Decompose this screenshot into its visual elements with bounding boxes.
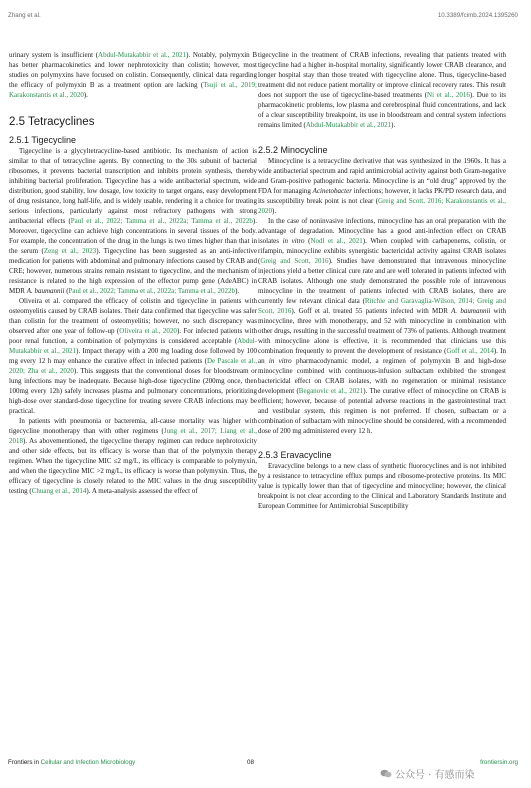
paragraph <box>9 146 257 296</box>
text-run: ). A meta-analysis assessed the effect of <box>86 487 198 495</box>
paragraph <box>258 461 506 511</box>
citation-link[interactable]: Zeng et al., 2023 <box>43 247 97 255</box>
italic-term: in vitro <box>268 357 292 365</box>
running-header-author: Zhang et al. <box>8 12 41 19</box>
watermark-text: 公众号 · 有感而染 <box>395 770 475 781</box>
text-run: ). The curative effect of minocycline on CRAB is efficient; however, because of potential adverse reactions in the gastrointestinal tract and vestibular system, this regimen is not preferred. If chosen, sulbactam or a combination of sulbactam with minocycline should be considered, with a recommended dose of 200 mg administered every 12 h. <box>258 387 506 435</box>
footer-site-link[interactable]: frontiersin.org <box>480 759 518 766</box>
subsection-heading: 2.5.3 Eravacycline <box>258 450 332 460</box>
text-run: infections; however, it lacks PK/PD research data, and its susceptibility break point is not clear ( <box>258 187 507 205</box>
text-run: ). <box>272 207 277 215</box>
citation-link[interactable]: Nodl et al., 2021 <box>310 237 363 245</box>
italic-term: A. baumannii <box>451 307 491 315</box>
text-run: ). For infected patients with poor renal function, a combination of polymyxins is considered acceptable ( <box>9 327 257 345</box>
citation-link[interactable]: Abdul-Mutakabbir et al., 2021 <box>9 337 257 355</box>
right-column <box>258 50 506 511</box>
paragraph <box>258 50 506 130</box>
citation-link[interactable]: Abdul-Mutakabbir et al., 2021 <box>305 121 392 129</box>
subsection-heading: 2.5.1 Tigecycline <box>9 135 77 145</box>
italic-term: A. baumannii <box>26 287 65 295</box>
left-column <box>9 50 257 496</box>
citation-link[interactable]: Goff et al., 2014 <box>446 347 494 355</box>
text-run: urinary system is insufficient ( <box>9 51 99 59</box>
italic-term: Acinetobacter <box>312 187 352 195</box>
wechat-icon <box>380 769 392 778</box>
citation-link[interactable]: Chuang et al., 2014 <box>31 487 87 495</box>
citation-link[interactable]: Beganovic et al., 2021 <box>298 387 364 395</box>
citation-link[interactable]: Jung et al., 2017; Liang et al., 2018 <box>9 427 257 445</box>
text-run: ( <box>64 287 69 295</box>
text-run: Eravacycline belongs to a new class of synthetic fluorocyclines and is not inhibited by a resistance to tetracycline efflux pumps and ribosome-protective proteins. Its MIC value is typically lower than that of tigecycline and minocycline; however, the clinical breakpoint is not clear according to the Clinical and Laboratory Standards Institute and European Committee for Antimicrobial Susceptibility <box>258 462 506 510</box>
text-run: ). In an <box>258 347 506 365</box>
paragraph <box>9 416 257 496</box>
text-run: tigecycline in the treatment of CRAB infections, revealing that patients treated with tigecycline had a higher in-hospital mortality, significantly lower CRAB clearance, and longer hospital stay than those treated with tigecycline alone. Thus, tigecycline-based treatment did not reduce patient mortality or improve clinical recovery rates. This result does not support the use of tigecycline-based treatments ( <box>258 51 506 99</box>
text-run: In patients with pneumonia or bacteremia, all-cause mortality was higher with tigecycline monotherapy than with other regimens ( <box>9 417 257 435</box>
text-run: ). <box>235 287 240 295</box>
text-run: pharmacodynamic model, a regimen of polymyxin B and high-dose minocycline combined with continuous-infusion sulbactam exhibited the strongest bactericidal effect on CRAB isolates, with no regeneration or minimal resistance development ( <box>258 357 506 395</box>
text-run: ). This suggests that the conventional doses for bloodstream or lung infections may be inadequate. Because high-dose tigecycline (200mg once, then 100mg every 12h) safely increases plasma and pulmonary concentrations, prioritizing high-dose over standard-dose tigecycline for treating severe CRAB infections may be practical. <box>9 367 257 415</box>
citation-link[interactable]: Tsuji et al., 2019; Karakonstantis et al., 2020 <box>9 81 257 99</box>
text-run: In the case of noninvasive infections, minocycline has an oral preparation with the advantage of degradation. Minocycline has a good anti-infection effect on CRAB isolates <box>258 217 506 245</box>
citation-link[interactable]: Paul et al., 2022; Tamma et al., 2022a; Tamma et al., 2022b <box>68 287 236 295</box>
citation-link[interactable]: De Pascale et al., 2020; Zha et al., 2020 <box>9 357 257 375</box>
text-run: Minocycline is a tetracycline derivative that was synthesized in the 1960s. It has a wide antibacterial spectrum and rapid antimicrobial activity against both Gram-negative and Gram-positive pathogenic bacteria. Minocycline is an “old drug” approved by the FDA for managing <box>258 157 506 195</box>
section-heading: 2.5 Tetracyclines <box>9 116 95 128</box>
citation-link[interactable]: Ni et al., 2016 <box>427 91 470 99</box>
text-run: ). Tigecycline has been suggested as an anti-infective medication for patients with abdominal and pulmonary infections caused by CRAB and CRE; however, numerous strains remain resistant to tigecycline, and the mechanism of resistance is related to the high expression of the effector pump gene (AdeABC) in MDR <box>9 247 257 295</box>
text-run: with minocycline, three with monotherapy, and 52 with minocycline in combination with other drugs, resulting in the successful treatment of 73% of patients. Although treatment with minocycline alone is effective, it is recommended that clinicians use this combination frequently to prevent the development of resistance ( <box>258 307 506 355</box>
running-header-doi: 10.3389/fcimb.2024.1395260 <box>437 12 518 19</box>
text-run: ). Goff et al. treated 55 patients infected with MDR <box>291 307 452 315</box>
text-run: ). Impact therapy with a 200 mg loading dose followed by 100 mg every 12 h may enhance the curative effect in infected patients ( <box>9 347 257 365</box>
text-run: ). Moreover, tigecycline can achieve high concentrations in several tissues of the body. For example, the concentration of the drug in the lungs is two times higher than that in the serum ( <box>9 217 257 255</box>
text-run: ). <box>391 121 396 129</box>
footer-page-number: 08 <box>247 759 254 766</box>
text-run: Tigecycline is a glycyltetracycline-based antibiotic. Its mechanism of action is similar to that of tetracycline agents. By connecting to the 30s subunit of bacterial ribosomes, it prevents bacterial transcription and inhibits protein synthesis, thereby inhibiting bacterial proliferation. Tigecycline has a wide antibacterial spectrum, wide distribution, good stability, low dosage, low toxicity to target organs, easy development of drug resistance, long half-life, and is widely usable, rendering it a choice for treating serious infections, particularly against most refractory pathogens with strong antibacterial effects ( <box>9 147 257 225</box>
citation-link[interactable]: Oliveira et al., 2020 <box>119 327 177 335</box>
text-run: ). Due to its pharmacokinetic problems, low plasma and cerebrospinal fluid concentrations, and lack of a clear susceptibility breakpoint, its use in bloodstream and central system infections remains limited ( <box>258 91 507 129</box>
text-run: ). <box>83 91 88 99</box>
citation-link[interactable]: Abdul-Mutakabbir et al., 2021 <box>98 51 187 59</box>
subsection-heading: 2.5.2 Minocycline <box>258 145 328 155</box>
text-run: Oliveira et al. compared the efficacy of colistin and tigecycline in patients with osteomyelitis caused by CRAB isolates. Their data confirmed that tigecycline was safer than colistin for the treatment of osteomyelitis; however, no such discrepancy was observed after one year of follow-up ( <box>9 297 257 335</box>
citation-link[interactable]: Greig and Scott, 2016; Karakonstantis et al., 2020 <box>258 197 506 215</box>
citation-link[interactable]: Greig and Scott, 2016 <box>260 257 329 265</box>
footer-journal-name[interactable]: Cellular and Infection Microbiology <box>40 759 136 766</box>
italic-term: in vitro <box>282 237 305 245</box>
paragraph <box>9 50 257 100</box>
paragraph <box>258 216 506 436</box>
paragraph <box>9 296 257 416</box>
citation-link[interactable]: Ritchie and Garavaglia-Wilson, 2014; Greig and Scott, 2016 <box>258 297 506 315</box>
citation-link[interactable]: Paul et al., 2022; Tamma et al., 2022a; Tamma et al., 2022b <box>70 217 253 225</box>
text-run: ). As abovementioned, the tigecycline therapy regimen can reduce nephrotoxicity and other side effects, but its efficacy is worse than that of the polymyxin therapy regimen. When the tigecycline MIC ≤2 mg/L, its efficacy is comparable to polymyxin, and when the tigecycline MIC >2 mg/L, its efficacy is worse than polymyxin. Thus, the efficacy of tigecycline is closely related to the MIC values in the drug susceptibility testing ( <box>9 437 257 495</box>
paragraph <box>258 156 506 216</box>
text-run: ( <box>304 237 311 245</box>
text-run: ). When coupled with carbapenems, colistin, or rifampin, minocycline exhibits synergistic bactericidal activity against CRAB isolates ( <box>258 237 506 265</box>
watermark <box>380 766 475 781</box>
footer-journal-prefix: Frontiers in <box>8 759 41 766</box>
text-run: ). Notably, polymyxin B has better pharmacokinetics and lower nephrotoxicity than colistin; however, most studies on polymyxins have focused on colistin. Consequently, clinical data regarding the efficacy of polymyxin B as a treatment option are lacking ( <box>9 51 257 89</box>
footer-journal <box>8 759 135 766</box>
text-run: ). Studies have demonstrated that intravenous minocycline injections yield a better clinical cure rate and are well tolerated in patients infected with CRAB isolates. Although one study demonstrated the possible role of intravenous minocycline in the treatment of patients infected with CRAB isolates, there are currently few relevant clinical data ( <box>258 257 506 305</box>
